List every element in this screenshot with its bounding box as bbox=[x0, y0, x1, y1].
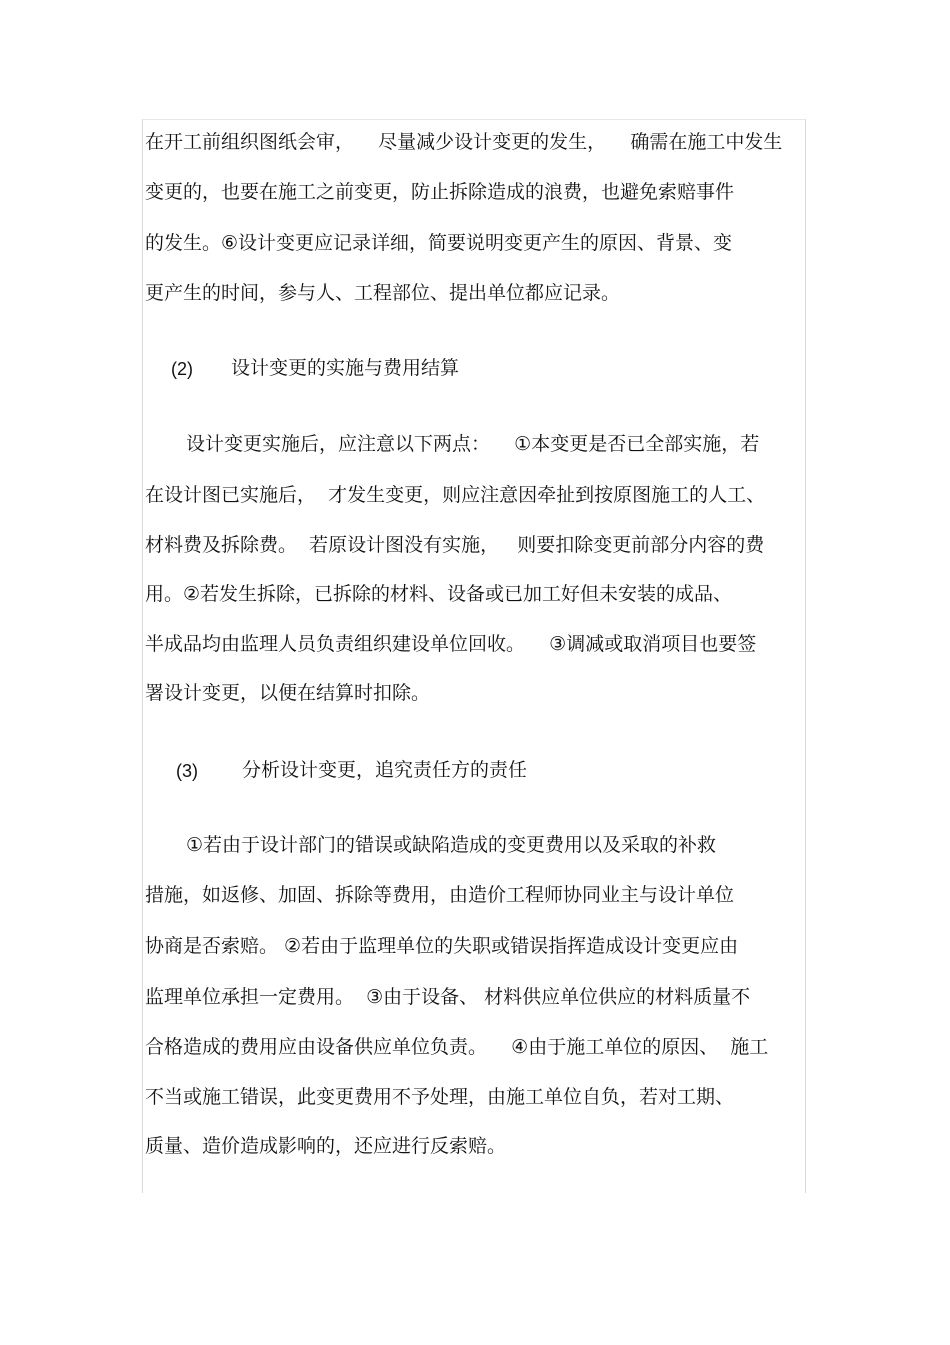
section-2-title: 设计变更的实施与费用结算 bbox=[231, 357, 460, 379]
paragraph-1-line-2: 变更的，也要在施工之前变更，防止拆除造成的浪费，也避免索赔事件 bbox=[145, 181, 735, 203]
paragraph-2-line-1: 设计变更实施后，应注意以下两点： ①本变更是否已全部实施，若 bbox=[186, 433, 760, 455]
paragraph-3-line-5: 合格造成的费用应由设备供应单位负责。 ④由于施工单位的原因、 施工 bbox=[145, 1036, 769, 1058]
paragraph-3-line-6: 不当或施工错误，此变更费用不予处理，由施工单位自负，若对工期、 bbox=[145, 1086, 735, 1108]
paragraph-3-line-1: ①若由于设计部门的错误或缺陷造成的变更费用以及采取的补救 bbox=[186, 834, 717, 856]
section-3-number: (3) bbox=[176, 761, 198, 781]
paragraph-2-line-6: 署设计变更，以便在结算时扣除。 bbox=[145, 682, 431, 704]
paragraph-3-line-4: 监理单位承担一定费用。 ③由于设备、 材料供应单位供应的材料质量不 bbox=[145, 986, 751, 1008]
paragraph-3-line-7: 质量、造价造成影响的，还应进行反索赔。 bbox=[145, 1135, 507, 1157]
paragraph-3-line-3: 协商是否索赔。 ②若由于监理单位的失职或错误指挥造成设计变更应由 bbox=[145, 935, 739, 957]
paragraph-3-line-2: 措施，如返修、加固、拆除等费用，由造价工程师协同业主与设计单位 bbox=[145, 884, 735, 906]
section-2-number: (2) bbox=[171, 359, 193, 379]
paragraph-1-line-3: 的发生。⑥设计变更应记录详细，简要说明变更产生的原因、背景、变 bbox=[145, 232, 733, 254]
section-3-title: 分析设计变更，追究责任方的责任 bbox=[242, 759, 528, 781]
paragraph-1-line-1: 在开工前组织图纸会审， 尽量减少设计变更的发生， 确需在施工中发生 bbox=[145, 131, 783, 153]
paragraph-2-line-2: 在设计图已实施后， 才发生变更，则应注意因牵扯到按原图施工的人工、 bbox=[145, 484, 766, 506]
paragraph-1-line-4: 更产生的时间，参与人、工程部位、提出单位都应记录。 bbox=[145, 282, 621, 304]
paragraph-2-line-4: 用。②若发生拆除，已拆除的材料、设备或已加工好但未安装的成品、 bbox=[145, 583, 733, 605]
paragraph-2-line-3: 材料费及拆除费。 若原设计图没有实施， 则要扣除变更前部分内容的费 bbox=[145, 534, 765, 556]
paragraph-2-line-5: 半成品均由监理人员负责组织建设单位回收。 ③调减或取消项目也要签 bbox=[145, 633, 757, 655]
